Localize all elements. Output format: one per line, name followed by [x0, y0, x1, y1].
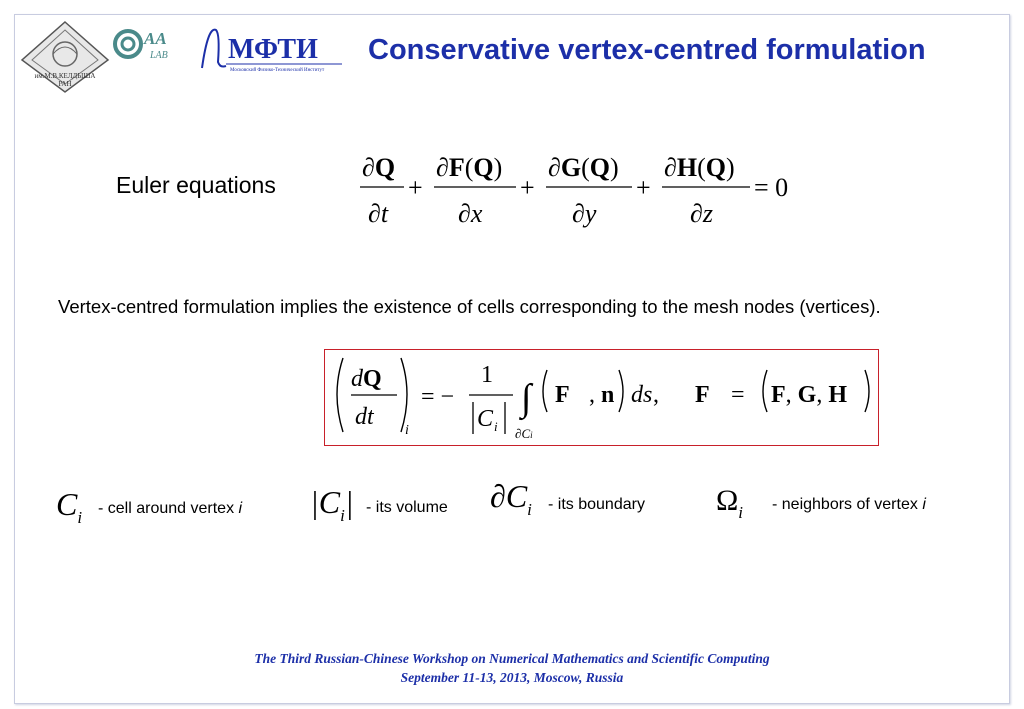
svg-text:ds: ds [631, 382, 653, 408]
svg-text:=: = [731, 382, 745, 408]
svg-text:n: n [601, 382, 615, 408]
svg-text:F: F [695, 382, 710, 408]
svg-text:F: F [555, 382, 570, 408]
keldysh-logo-text: им.М.В.КЕЛДЫША [34, 72, 96, 80]
svg-text:∂t: ∂t [368, 199, 389, 228]
svg-text:= 0: = 0 [754, 173, 789, 202]
aa-lab-logo [112, 24, 182, 64]
symbol-ci: $C_i$ [56, 486, 83, 527]
svg-text:C: C [477, 406, 494, 432]
svg-text:+: + [520, 173, 535, 202]
svg-text:dt: dt [355, 404, 374, 430]
svg-text:∂z: ∂z [690, 199, 713, 228]
svg-text:,: , [653, 382, 659, 408]
svg-text:F, G, H: F, G, H [771, 382, 848, 408]
formulation-box [324, 349, 879, 446]
svg-text:РАН: РАН [58, 80, 72, 88]
svg-text:AA: AA [144, 29, 167, 48]
svg-text:∂y: ∂y [572, 199, 597, 228]
notation-neighbors: - neighbors of vertex i [772, 496, 926, 513]
svg-text:dQ: dQ [351, 366, 382, 392]
svg-text:МФТИ: МФТИ [228, 34, 318, 65]
svg-text:∂Ci: ∂Ci [515, 426, 533, 441]
page-title: Conservative vertex-centred formulation [368, 34, 926, 66]
svg-text:∂H(Q): ∂H(Q) [664, 153, 735, 182]
footer-line-2: September 11-13, 2013, Moscow, Russia [400, 670, 624, 685]
svg-text:+: + [408, 173, 423, 202]
mipt-logo [196, 22, 346, 74]
svg-text:+: + [636, 173, 651, 202]
integral-formulation [325, 350, 878, 445]
notation-cell: - cell around vertex i [98, 500, 243, 517]
symbol-ci-volume: $|C_i|$ [310, 484, 354, 525]
svg-text:= −: = − [421, 384, 455, 410]
euler-equation [358, 146, 808, 232]
symbol-omega-i: $\Omega_i$ [716, 484, 744, 522]
svg-text:i: i [494, 419, 498, 434]
svg-text:∂F(Q): ∂F(Q) [436, 153, 503, 182]
svg-text:Московский Физико-Технический: Московский Физико-Технический Институт [230, 68, 325, 73]
svg-text:1: 1 [481, 362, 493, 388]
svg-text:∂x: ∂x [458, 199, 483, 228]
svg-text:∂Q: ∂Q [362, 153, 396, 182]
notation-boundary: - its boundary [548, 496, 645, 513]
symbol-ci-boundary: $\partial C_i$ [490, 478, 532, 519]
footer-line-1: The Third Russian-Chinese Workshop on Numerical Mathematics and Scientific Computing [254, 651, 770, 666]
keldysh-institute-logo [20, 20, 110, 94]
svg-text:∂G(Q): ∂G(Q) [548, 153, 619, 182]
euler-label: Euler equations [116, 172, 276, 198]
svg-text:∫: ∫ [521, 377, 532, 419]
notation-volume: - its volume [366, 499, 448, 516]
svg-text:,: , [589, 382, 595, 408]
svg-text:i: i [405, 423, 409, 438]
svg-text:LAB: LAB [150, 50, 168, 61]
description-text: Vertex-centred formulation implies the existence of cells corresponding to the mesh nodes (vertices). [58, 296, 881, 317]
